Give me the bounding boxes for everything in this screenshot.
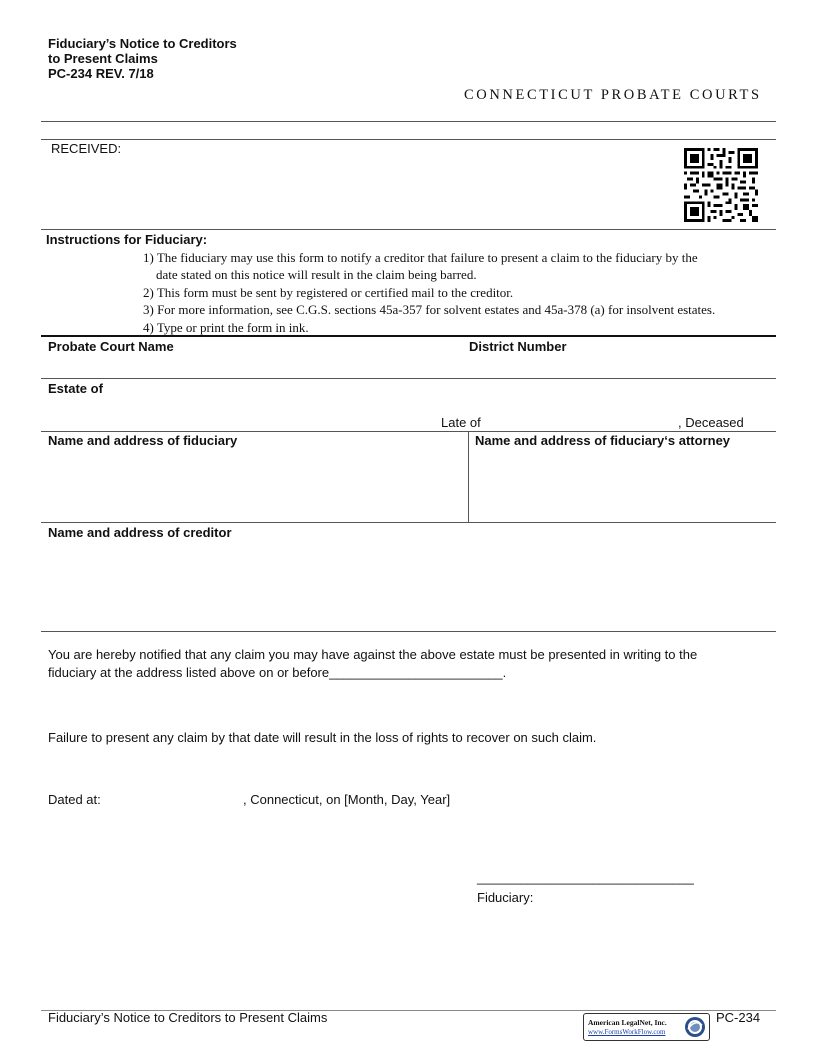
notice-line-1: You are hereby notified that any claim you may have against the above estate must be presented in writing to the — [48, 647, 698, 662]
instruction-1-line2: date stated on this notice will result in the claim being barred. — [156, 267, 477, 282]
instructions-heading: Instructions for Fiduciary: — [46, 232, 208, 247]
divider-instructions — [41, 335, 776, 337]
district-number-label: District Number — [469, 339, 567, 354]
creditor-address-label: Name and address of creditor — [48, 525, 232, 540]
failure-notice: Failure to present any claim by that date will result in the loss of rights to recover on such claim. — [48, 730, 597, 745]
globe-icon — [684, 1016, 706, 1038]
fiduciary-address-label: Name and address of fiduciary — [48, 433, 238, 448]
late-of-label: Late of — [441, 415, 481, 430]
form-id: PC-234 REV. 7/18 — [48, 66, 154, 81]
form-title-line2: to Present Claims — [48, 51, 158, 66]
fiduciary-signature-label: Fiduciary: — [477, 890, 534, 905]
estate-of-label: Estate of — [48, 381, 103, 396]
dated-at-label: Dated at: — [48, 792, 101, 807]
qr-code-icon — [684, 148, 758, 222]
instruction-1-line1: 1) The fiduciary may use this form to notify a creditor that failure to present a claim to the fiduciary by the — [143, 250, 698, 265]
received-label: RECEIVED: — [51, 141, 122, 156]
divider-creditor — [41, 631, 776, 632]
divider-estate — [41, 431, 776, 432]
connecticut-on-label: , Connecticut, on [Month, Day, Year] — [243, 792, 451, 807]
divider-top-1 — [41, 121, 776, 122]
american-legalnet-logo[interactable] — [583, 1013, 710, 1041]
form-title — [48, 36, 237, 81]
instruction-2: 2) This form must be sent by registered or certified mail to the creditor. — [143, 285, 514, 300]
attorney-address-label: Name and address of fiduciary‘s attorney — [475, 433, 731, 448]
court-name-header: CONNECTICUT PROBATE COURTS — [464, 87, 762, 103]
footer-form-number: PC-234 — [716, 1010, 761, 1025]
divider-top-2 — [41, 139, 776, 140]
probate-court-name-label: Probate Court Name — [48, 339, 174, 354]
divider-received — [41, 229, 776, 230]
instruction-3: 3) For more information, see C.G.S. sections 45a-357 for solvent estates and 45a-378 (a) for insolvent estates. — [143, 302, 716, 317]
signature-line: ______________________________ — [477, 870, 694, 885]
instruction-4: 4) Type or print the form in ink. — [143, 320, 309, 335]
logo-company-name: American LegalNet, Inc. — [588, 1018, 667, 1027]
footer-title: Fiduciary’s Notice to Creditors to Present Claims — [48, 1010, 328, 1025]
divider-vertical-fiduciary — [468, 431, 469, 522]
form-title-line1: Fiduciary’s Notice to Creditors — [48, 36, 237, 51]
divider-fiduciary — [41, 522, 776, 523]
divider-court — [41, 378, 776, 379]
deceased-label: , Deceased — [678, 415, 744, 430]
notice-line-2: fiduciary at the address listed above on or before________________________. — [48, 665, 507, 680]
logo-url[interactable]: www.FormsWorkFlow.com — [588, 1028, 666, 1036]
